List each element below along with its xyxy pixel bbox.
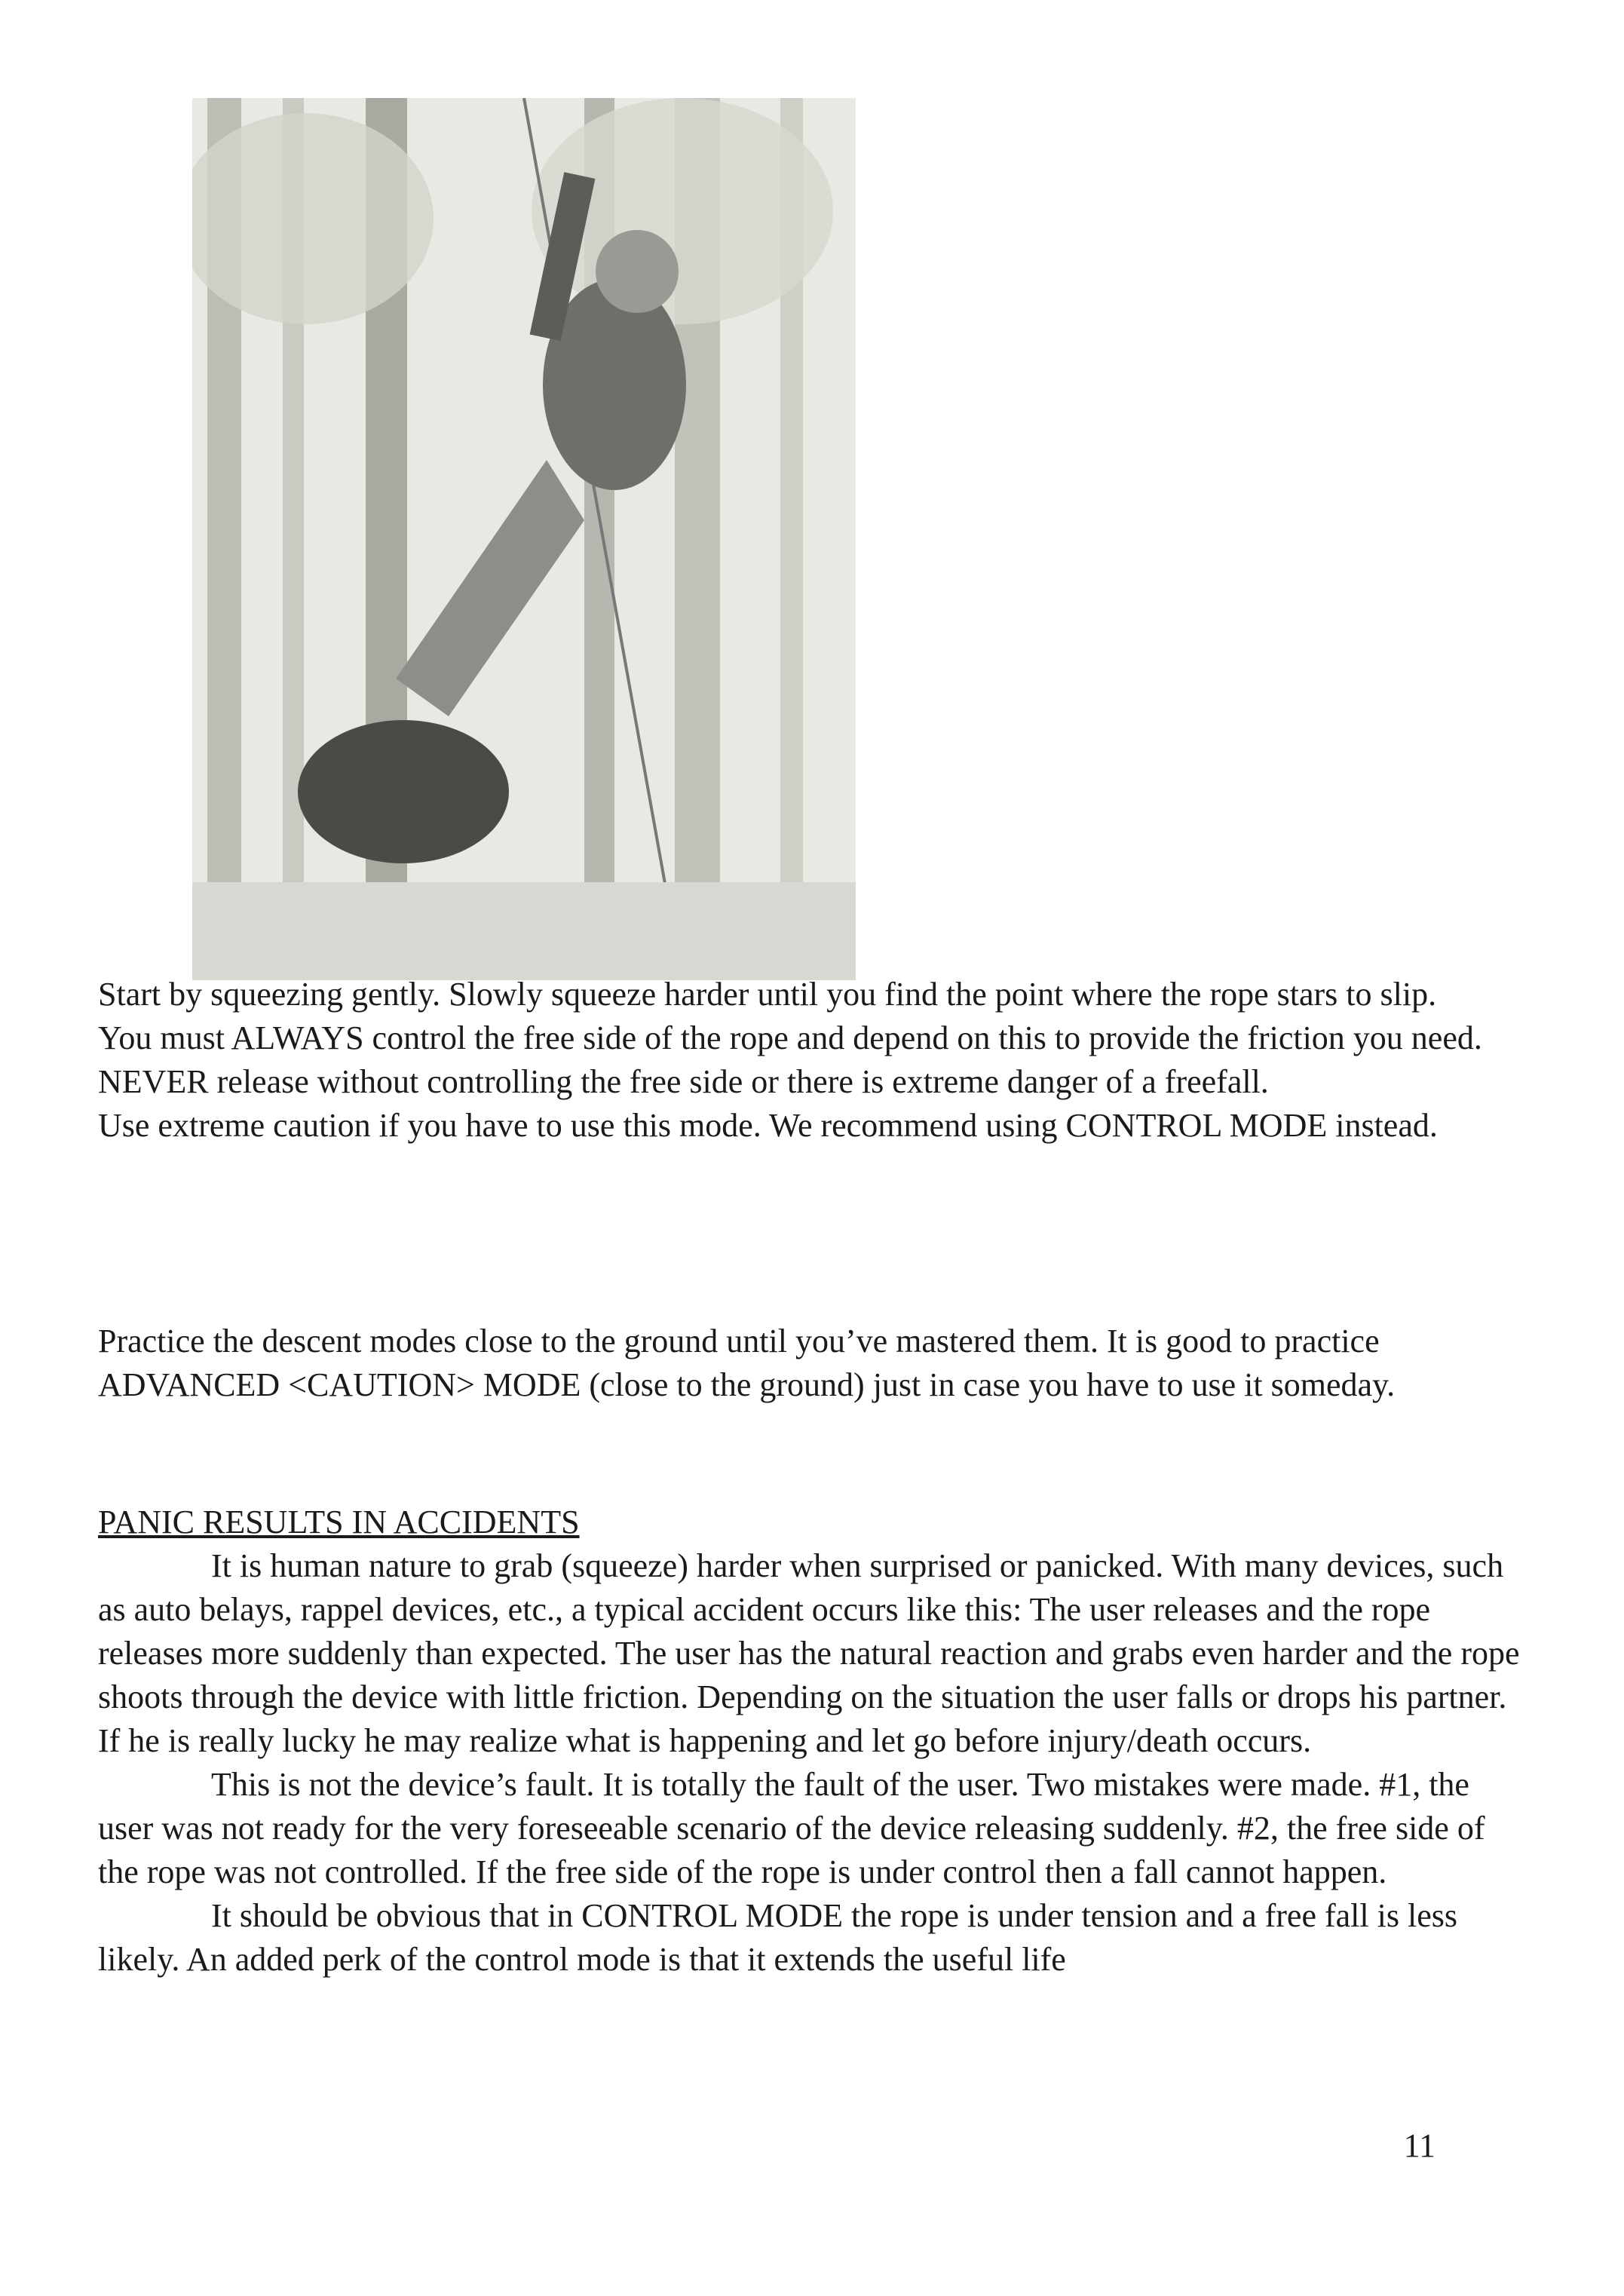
paragraph: Use extreme caution if you have to use this mode. We recommend using CONTROL MODE instead. xyxy=(98,1107,1438,1144)
practice-paragraph xyxy=(98,1320,1531,1407)
paragraph: It is human nature to grab (squeeze) harder when surprised or panicked. With many devices, such as auto belays, rappel devices, etc., a typical accident occurs like this: The user releases and the rope releases more suddenly than expected. The user has the natural reaction and grabs even harder and the rope shoots through the device with little friction. Depending on the situation the user falls or drops his partner. If he is really lucky he may realize what is happening and let go before injury/death occurs. xyxy=(98,1547,1520,1759)
climber-photo xyxy=(192,98,856,980)
paragraph: Practice the descent modes close to the ground until you’ve mastered them. It is good to practice ADVANCED <CAUTION> MODE (close to the ground) just in case you have to use it someday. xyxy=(98,1323,1396,1403)
section-heading: PANIC RESULTS IN ACCIDENTS xyxy=(98,1504,580,1540)
photo-of-climber-icon xyxy=(192,98,856,980)
paragraph: You must ALWAYS control the free side of the rope and depend on this to provide the friction you need. NEVER release without controlling the free side or there is extreme danger of a freefall. xyxy=(98,1019,1482,1100)
page-number: 11 xyxy=(1403,2127,1436,2164)
paragraph: It should be obvious that in CONTROL MODE the rope is under tension and a free fall is less likely. An added perk of the control mode is that it extends the useful life xyxy=(98,1897,1457,1978)
paragraph: This is not the device’s fault. It is totally the fault of the user. Two mistakes were made. #1, the user was not ready for the very foreseeable scenario of the device releasing suddenly. #2, the free side of the rope was not controlled. If the free side of the rope is under control then a fall cannot happen. xyxy=(98,1766,1485,1890)
paragraph: Start by squeezing gently. Slowly squeeze harder until you find the point where the rope stars to slip. xyxy=(98,976,1437,1013)
panic-section xyxy=(98,1501,1531,1982)
intro-paragraphs xyxy=(98,973,1531,1148)
